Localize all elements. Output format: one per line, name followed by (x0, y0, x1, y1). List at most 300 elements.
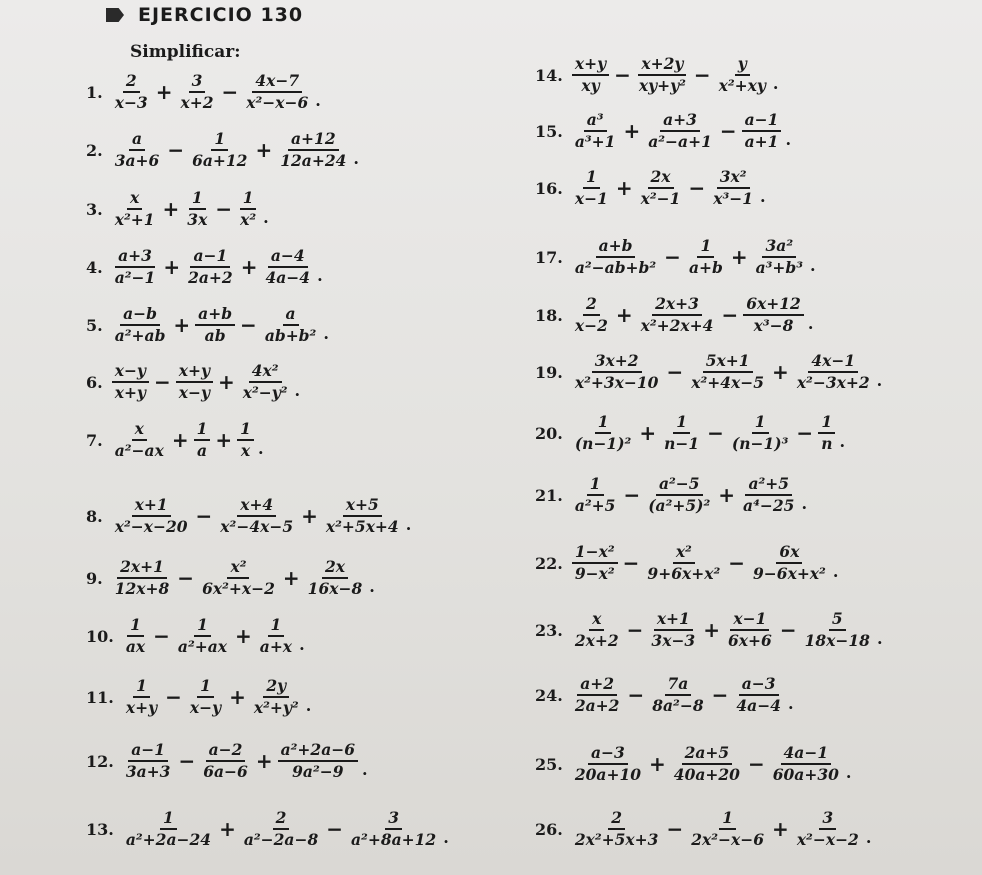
numerator: a+b (195, 305, 235, 326)
operator: − (707, 421, 724, 445)
fraction (770, 744, 842, 784)
fraction (572, 168, 611, 208)
numerator: 1 (697, 237, 714, 258)
fraction (638, 168, 684, 208)
period: . (443, 828, 449, 847)
exercise-number: 25. (535, 754, 563, 774)
denominator: x³−8 (753, 316, 794, 335)
expression (120, 616, 305, 656)
denominator: x²+y² (253, 698, 299, 717)
operator: − (195, 504, 213, 528)
expression (109, 420, 264, 460)
fraction (740, 475, 797, 515)
operator: − (711, 683, 729, 707)
period: . (317, 266, 323, 285)
numerator: a+3 (660, 111, 700, 132)
period: . (810, 256, 816, 275)
expression (109, 362, 300, 402)
operator: − (747, 752, 765, 776)
fraction (572, 237, 659, 277)
denominator: 4a−4 (736, 696, 781, 715)
expression (109, 130, 359, 170)
exercise-number: 21. (535, 485, 563, 505)
fraction (572, 675, 623, 715)
fraction (686, 237, 726, 277)
denominator: 2a+2 (574, 696, 620, 715)
fraction (742, 111, 782, 151)
numerator: 4x² (249, 362, 282, 383)
operator: + (163, 255, 181, 279)
denominator: 20a+10 (574, 765, 642, 784)
denominator: x−2 (574, 316, 608, 335)
expression (569, 675, 794, 715)
numerator: 4x−1 (808, 352, 858, 373)
exercise-item (535, 744, 851, 784)
operator: + (772, 817, 789, 841)
operator: − (666, 817, 684, 841)
denominator: 9+6x+x² (647, 564, 721, 583)
fraction (175, 616, 230, 656)
operator: + (301, 504, 318, 528)
denominator: a³+1 (574, 132, 616, 151)
fraction (123, 616, 148, 656)
numerator: a²+5 (745, 475, 792, 496)
exercise-item (86, 72, 321, 112)
fraction (716, 55, 769, 95)
fraction (112, 362, 149, 402)
fraction (750, 543, 829, 583)
exercise-title: EJERCICIO 130 (138, 4, 304, 26)
fraction (184, 189, 210, 229)
denominator: 8a²−8 (652, 696, 704, 715)
denominator: x² (240, 210, 257, 229)
period: . (807, 314, 814, 333)
expression (569, 543, 839, 583)
numerator: 6x+12 (743, 295, 804, 316)
numerator: 1 (673, 413, 690, 434)
denominator: 3x (187, 210, 208, 229)
numerator: 2 (583, 295, 600, 316)
fraction (123, 741, 174, 781)
denominator: 6x²+x−2 (202, 579, 275, 598)
denominator: x²−3x+2 (796, 373, 870, 392)
fraction (240, 362, 291, 402)
denominator: 3x−3 (651, 631, 696, 650)
denominator: 18x−18 (804, 631, 870, 650)
period: . (315, 91, 321, 110)
fraction (733, 675, 784, 715)
fraction (743, 295, 804, 335)
exercise-number: 17. (535, 247, 563, 267)
denominator: x+y (125, 698, 158, 717)
numerator: a+b (596, 237, 636, 258)
denominator: x²+3x−10 (574, 373, 659, 392)
denominator: 12x+8 (114, 579, 170, 598)
period: . (839, 432, 846, 451)
operator: + (615, 303, 633, 327)
period: . (876, 371, 883, 390)
exercise-number: 2. (86, 140, 103, 160)
fraction (645, 111, 715, 151)
operator: − (167, 138, 185, 162)
period: . (362, 760, 368, 779)
denominator: x²−x−6 (246, 93, 309, 112)
denominator: 9a²−9 (292, 762, 344, 781)
fraction (199, 558, 278, 598)
fraction (729, 413, 792, 453)
expression (569, 168, 766, 208)
numerator: 3x+2 (592, 352, 642, 373)
numerator: a−1 (128, 741, 168, 762)
numerator: 1 (268, 616, 285, 637)
numerator: 1 (194, 420, 211, 441)
operator: − (215, 197, 233, 221)
numerator: a−1 (190, 247, 230, 268)
denominator: x−y (178, 383, 210, 402)
fraction (112, 420, 167, 460)
fraction (572, 352, 662, 392)
operator: + (219, 817, 236, 841)
period: . (832, 562, 839, 581)
numerator: 1 (160, 809, 177, 830)
operator: − (221, 80, 239, 104)
numerator: 1 (240, 189, 257, 210)
denominator: ab+b² (264, 326, 317, 345)
fraction (348, 809, 439, 849)
fraction (572, 413, 635, 453)
fraction (112, 496, 191, 536)
operator: − (779, 618, 797, 642)
operator: − (626, 618, 644, 642)
expression (109, 305, 329, 345)
numerator: x+1 (132, 496, 171, 517)
denominator: 9−x² (574, 564, 615, 583)
operator: + (639, 421, 657, 445)
operator: + (255, 138, 273, 162)
arrow-marker-icon (106, 8, 124, 22)
denominator: 2x+2 (574, 631, 619, 650)
expression (569, 744, 852, 784)
fraction (572, 475, 619, 515)
numerator: 1 (587, 475, 604, 496)
denominator: 6x+6 (728, 631, 772, 650)
operator: − (721, 303, 739, 327)
fraction (572, 295, 611, 335)
fraction (189, 130, 250, 170)
denominator: a²−2a−8 (243, 830, 319, 849)
expression (120, 677, 311, 717)
numerator: a−4 (268, 247, 308, 268)
fraction (217, 496, 296, 536)
period: . (353, 149, 359, 168)
operator: − (177, 566, 195, 590)
fraction (251, 677, 302, 717)
fraction (277, 130, 349, 170)
expression (569, 475, 807, 515)
numerator: a²+2a−6 (278, 741, 358, 762)
operator: + (229, 685, 246, 709)
numerator: a−1 (742, 111, 782, 132)
fraction (200, 741, 251, 781)
operator: + (703, 618, 720, 642)
operator: − (688, 176, 706, 200)
operator: + (772, 360, 789, 384)
expression (569, 413, 845, 453)
fraction (305, 558, 366, 598)
period: . (845, 763, 852, 782)
exercise-item (535, 413, 845, 453)
denominator: a+x (259, 637, 293, 656)
numerator: 1−x² (572, 543, 618, 564)
numerator: a³ (584, 111, 607, 132)
denominator: 16x−8 (307, 579, 363, 598)
period: . (299, 635, 305, 654)
fraction (195, 305, 235, 345)
exercise-item (535, 168, 766, 208)
expression (109, 247, 323, 287)
numerator: 4x−7 (252, 72, 302, 93)
denominator: 9−6x+x² (753, 564, 826, 583)
operator: − (326, 817, 344, 841)
numerator: x² (673, 543, 695, 564)
denominator: 6a+12 (192, 151, 248, 170)
fraction (753, 237, 806, 277)
numerator: 1 (211, 130, 228, 151)
numerator: 4a−1 (781, 744, 832, 765)
operator: + (282, 566, 300, 590)
fraction (725, 610, 775, 650)
denominator: n (821, 434, 833, 453)
fraction (185, 247, 236, 287)
expression (109, 496, 412, 536)
denominator: (n−1)² (574, 434, 632, 453)
denominator: xy+y² (638, 76, 686, 95)
denominator: x−1 (574, 189, 608, 208)
exercise-number: 1. (86, 82, 103, 102)
exercise-number: 6. (86, 372, 103, 392)
numerator: 1 (189, 189, 206, 210)
expression (120, 741, 368, 781)
operator: − (153, 370, 171, 394)
exercise-item (535, 237, 816, 277)
fraction (688, 809, 767, 849)
exercise-number: 9. (86, 568, 103, 588)
numerator: x (132, 420, 147, 441)
exercise-number: 14. (535, 65, 563, 85)
exercise-number: 5. (86, 315, 103, 335)
period: . (772, 74, 779, 93)
fraction (648, 610, 698, 650)
numerator: 2 (123, 72, 140, 93)
numerator: 3 (189, 72, 206, 93)
operator: − (627, 683, 645, 707)
numerator: a−2 (206, 741, 246, 762)
exercise-item (535, 675, 794, 715)
numerator: x+y (572, 55, 609, 76)
fraction (710, 168, 756, 208)
operator: − (693, 63, 711, 87)
exercise-number: 7. (86, 430, 103, 450)
denominator: x³−1 (713, 189, 754, 208)
expression (569, 610, 883, 650)
operator: − (178, 749, 196, 773)
fraction (572, 744, 644, 784)
fraction (572, 55, 609, 95)
denominator: x²−1 (640, 189, 681, 208)
fraction (688, 352, 767, 392)
fraction (661, 413, 702, 453)
exercise-item (535, 475, 807, 515)
operator: − (728, 551, 746, 575)
numerator: x+1 (654, 610, 693, 631)
fraction (636, 55, 689, 95)
period: . (405, 515, 412, 534)
denominator: x+y (114, 383, 146, 402)
denominator: x+2 (180, 93, 214, 112)
operator: + (649, 752, 666, 776)
exercise-number: 26. (535, 819, 563, 839)
numerator: a²−5 (656, 475, 703, 496)
denominator: 2x²+5x+3 (574, 830, 659, 849)
fraction (112, 558, 173, 598)
numerator: x−1 (730, 610, 769, 631)
numerator: 7a (665, 675, 692, 696)
exercise-item (86, 616, 305, 656)
numerator: 1 (237, 420, 254, 441)
denominator: x (240, 441, 251, 460)
numerator: y (735, 55, 750, 76)
denominator: ab (204, 326, 226, 345)
operator: − (165, 685, 182, 709)
denominator: 6a−6 (203, 762, 248, 781)
numerator: a−3 (739, 675, 779, 696)
exercise-item (86, 247, 323, 287)
operator: + (255, 749, 273, 773)
denominator: 2a+2 (188, 268, 233, 287)
numerator: 2x+3 (652, 295, 702, 316)
period: . (263, 208, 269, 227)
operator: + (171, 428, 189, 452)
fraction (572, 543, 618, 583)
numerator: 3 (385, 809, 402, 830)
fraction (187, 677, 224, 717)
denominator: 12a+24 (280, 151, 347, 170)
exercise-number: 22. (535, 553, 563, 573)
numerator: 2 (608, 809, 625, 830)
period: . (305, 696, 312, 715)
fraction (671, 744, 743, 784)
fraction (572, 610, 622, 650)
denominator: 40a+20 (673, 765, 740, 784)
fraction (572, 111, 619, 151)
operator: − (623, 483, 641, 507)
denominator: (n−1)³ (731, 434, 789, 453)
fraction (123, 809, 214, 849)
operator: + (215, 428, 233, 452)
numerator: x+4 (237, 496, 276, 517)
numerator: 5x+1 (703, 352, 753, 373)
numerator: 2y (263, 677, 289, 698)
numerator: x+2y (638, 55, 686, 76)
period: . (787, 694, 794, 713)
numerator: a−3 (588, 744, 628, 765)
fraction (262, 247, 313, 287)
expression (109, 72, 321, 112)
expression (120, 809, 449, 849)
period: . (876, 629, 883, 648)
denominator: a²+2a−24 (125, 830, 212, 849)
operator: − (622, 551, 640, 575)
operator: + (235, 624, 252, 648)
period: . (760, 187, 766, 206)
numerator: 6x (776, 543, 802, 564)
exercise-number: 10. (86, 626, 114, 646)
exercise-item (535, 55, 779, 95)
fraction (123, 677, 160, 717)
fraction (794, 809, 862, 849)
numerator: 1 (127, 616, 144, 637)
denominator: 4a−4 (265, 268, 311, 287)
numerator: 1 (583, 168, 600, 189)
expression (109, 189, 269, 229)
numerator: x (589, 610, 604, 631)
operator: − (719, 119, 737, 143)
fraction (112, 189, 158, 229)
exercise-number: 3. (86, 199, 103, 219)
denominator: 3a+6 (114, 151, 160, 170)
denominator: a²+ab (114, 326, 166, 345)
numerator: a+2 (577, 675, 617, 696)
operator: − (666, 360, 684, 384)
exercise-number: 19. (535, 362, 563, 382)
operator: − (240, 313, 257, 337)
exercise-item (535, 543, 838, 583)
denominator: x²−y² (242, 383, 288, 402)
exercise-item (86, 677, 311, 717)
fraction (237, 420, 254, 460)
fraction (112, 305, 169, 345)
denominator: x²+4x−5 (691, 373, 765, 392)
denominator: a²−1 (114, 268, 156, 287)
numerator: a−b (120, 305, 160, 326)
exercise-item (535, 295, 813, 335)
exercise-item (535, 111, 791, 151)
expression (569, 111, 791, 151)
denominator: x²+xy (718, 76, 766, 95)
expression (569, 237, 816, 277)
exercise-number: 24. (535, 685, 563, 705)
fraction (112, 72, 151, 112)
exercise-number: 8. (86, 506, 103, 526)
fraction (572, 809, 662, 849)
fraction (818, 413, 835, 453)
fraction (645, 475, 713, 515)
expression (569, 295, 814, 335)
denominator: 2x²−x−6 (691, 830, 765, 849)
denominator: 3a+3 (125, 762, 171, 781)
exercise-number: 11. (86, 687, 114, 707)
period: . (369, 577, 375, 596)
exercise-item (86, 809, 449, 849)
numerator: 5 (829, 610, 846, 631)
period: . (323, 324, 329, 343)
fraction (194, 420, 211, 460)
denominator: 60a+30 (772, 765, 839, 784)
denominator: a²−a+1 (648, 132, 712, 151)
operator: + (217, 370, 235, 394)
operator: − (664, 245, 681, 269)
numerator: 1 (197, 677, 214, 698)
